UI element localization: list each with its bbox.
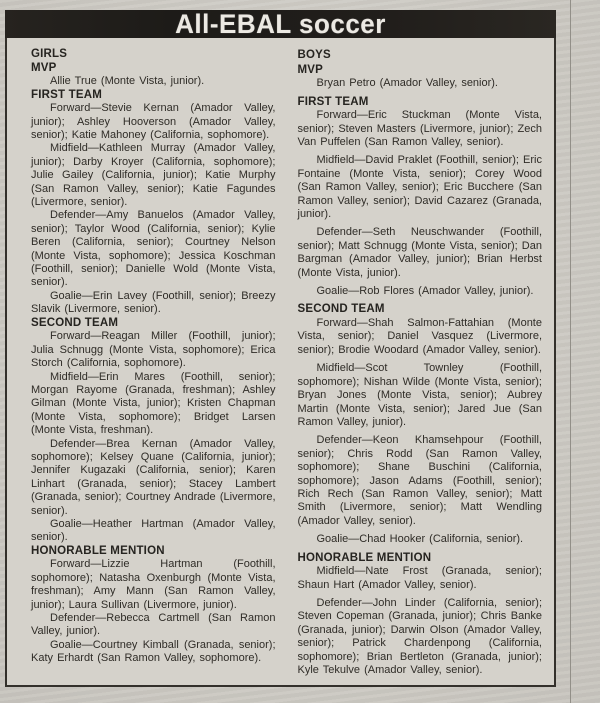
roster-paragraph: Forward—Lizzie Hartman (Foothill, sophomore); Natasha Oxenburgh (Monte Vista, freshman); Amy Mann (San Ramon Valley, junior); Laura Sullivan (Livermore, junior). (31, 558, 276, 611)
roster-paragraph: Goalie—Chad Hooker (California, senior). (316, 533, 524, 546)
roster-paragraph: Defender—Brea Kernan (Amador Valley, sophomore); Kelsey Quane (California, junior); Jennifer Kugazaki (California, senior); Karen Linhart (Granada, senior); Stacey Lambert (Granada, senior); Courtney Andrade (Livermore, senior). (31, 437, 276, 517)
roster-paragraph: Allie True (Monte Vista, junior). (50, 75, 205, 88)
column-boys (298, 48, 543, 682)
section-heading: MVP (297, 63, 324, 76)
roster-paragraph: Goalie—Rob Flores (Amador Valley, junior). (316, 285, 534, 298)
section-heading: SECOND TEAM (297, 303, 385, 316)
section-heading: FIRST TEAM (297, 95, 369, 108)
roster-paragraph: Goalie—Erin Lavey (Foothill, senior); Breezy Slavik (Livermore, senior). (31, 289, 276, 316)
section-heading: MVP (31, 61, 57, 74)
roster-paragraph: Defender—Rebecca Cartmell (San Ramon Valley, junior). (31, 612, 276, 638)
article-masthead (5, 10, 556, 38)
roster-paragraph: Goalie—Courtney Kimball (Granada, senior); Katy Erhardt (San Ramon Valley, sophomore). (31, 638, 276, 665)
roster-paragraph: Forward—Reagan Miller (Foothill, junior); Julia Schnugg (Monte Vista, sophomore); Erica Storch (California, sophomore). (31, 330, 276, 370)
section-heading: HONORABLE MENTION (297, 551, 432, 564)
section-heading: GIRLS (31, 48, 68, 60)
article-clipping (5, 10, 556, 687)
roster-paragraph: Midfield—Scot Townley (Foothill, sophomore); Nishan Wilde (Monte Vista, senior); Bryan Jones (Monte Vista, senior); Aubrey Martin (Monte Vista, senior); Jared Jue (San Ramon Valley, junior). (297, 362, 542, 428)
roster-paragraph: Defender—Keon Khamsehpour (Foothill, senior); Chris Rodd (San Ramon Valley, sophomore); Shane Buschini (California, sophomore); Jason Adams (Foothill, senior); Rich Rech (San Ramon Valley, senior); Matt Smith (Livermore, senior); Matt Wendling (Amador Valley, senior). (297, 434, 542, 527)
roster-paragraph: Midfield—Erin Mares (Foothill, senior); Morgan Rayome (Granada, freshman); Ashley Gilman (Monte Vista, junior); Kristen Chapman (Monte Vista, sophomore); Bridget Larsen (Monte Vista, freshman). (31, 370, 276, 437)
section-heading: BOYS (297, 49, 331, 61)
newspaper-column-rule (570, 0, 571, 703)
roster-paragraph: Goalie—Heather Hartman (Amador Valley, senior). (31, 517, 276, 544)
column-girls (31, 48, 276, 682)
article-title: All-EBAL soccer (175, 8, 386, 40)
roster-paragraph: Forward—Eric Stuckman (Monte Vista, senior); Steven Masters (Livermore, junior); Zech Van Puffelen (San Ramon Valley, senior). (297, 109, 542, 148)
section-heading: FIRST TEAM (31, 88, 102, 101)
roster-paragraph: Bryan Petro (Amador Valley, senior). (316, 77, 498, 90)
roster-paragraph: Midfield—David Praklet (Foothill, senior); Eric Fontaine (Monte Vista, senior); Corey Wood (San Ramon Valley, senior); Eric Bucchere (San Ramon Valley, senior); David Cazarez (Granada, junior). (297, 154, 542, 221)
roster-paragraph: Defender—Amy Banuelos (Amador Valley, senior); Taylor Wood (California, senior); Kylie Beren (California, senior); Courtney Nelson (Monte Vista, sophomore); Jessica Koschman (Foothill, senior); Danielle Wold (Monte Vista, senior). (31, 209, 276, 289)
roster-paragraph: Forward—Shah Salmon-Fattahian (Monte Vista, senior); Daniel Vasquez (Livermore, senior); Brodie Woodard (Amador Valley, senior). (297, 317, 542, 356)
roster-paragraph: Forward—Stevie Kernan (Amador Valley, junior); Ashley Hooverson (Amador Valley, senior); Katie Mahoney (California, sophomore). (31, 102, 276, 141)
roster-paragraph: Midfield—Nate Frost (Granada, senior); Shaun Hart (Amador Valley, senior). (297, 565, 542, 591)
roster-paragraph: Defender—John Linder (California, senior); Steven Copeman (Granada, junior); Chris Banke (Granada, junior); Darwin Olson (Amador Valley, senior); Patrick Chardenpong (California, sophomore); Brian Bertleton (Granada, junior); Kyle Tekulve (Amador Valley, senior). (297, 596, 542, 676)
section-heading: SECOND TEAM (31, 316, 119, 329)
roster-paragraph: Defender—Seth Neuschwander (Foothill, senior); Matt Schnugg (Monte Vista, senior); Dan Bargman (Amador Valley, junior); Brian Herbst (Monte Vista, junior). (297, 226, 542, 279)
section-heading: HONORABLE MENTION (31, 544, 165, 557)
roster-paragraph: Midfield—Kathleen Murray (Amador Valley, junior); Darby Kroyer (California, sophomore); Julie Gailey (California, junior); Katie Murphy (San Ramon Valley, senior); Katie Fagundes (Livermore, senior). (31, 142, 276, 209)
article-body (7, 38, 554, 682)
